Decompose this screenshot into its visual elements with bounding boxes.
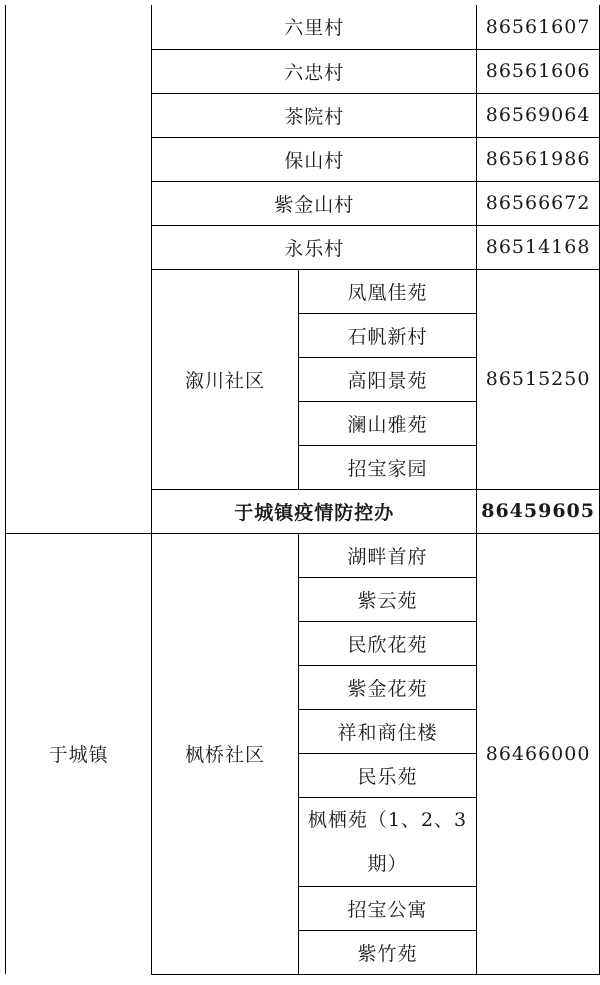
community-phone: 86466000 [477, 533, 600, 974]
village-name: 紫金山村 [152, 181, 477, 225]
estate-name: 民乐苑 [298, 753, 476, 797]
contact-table [5, 5, 600, 975]
village-phone: 86514168 [477, 225, 600, 269]
village-phone: 86561606 [477, 49, 600, 93]
estate-name: 枫栖苑（1、2、3期） [298, 797, 476, 886]
table-row [6, 533, 600, 577]
village-phone: 86569064 [477, 93, 600, 137]
village-phone: 86561986 [477, 137, 600, 181]
estate-name: 招宝公寓 [298, 886, 476, 930]
community-name: 枫桥社区 [152, 533, 299, 974]
community-phone: 86515250 [477, 269, 600, 489]
community-name: 溆川社区 [152, 269, 299, 489]
village-phone: 86561607 [477, 5, 600, 49]
village-name: 茶院村 [152, 93, 477, 137]
town-cell-upper [6, 5, 152, 533]
office-name: 于城镇疫情防控办 [152, 489, 477, 533]
estate-name: 紫竹苑 [298, 930, 476, 974]
village-name: 六忠村 [152, 49, 477, 93]
estate-name: 石帆新村 [298, 313, 476, 357]
estate-name: 祥和商住楼 [298, 709, 476, 753]
estate-name: 凤凰佳苑 [298, 269, 476, 313]
estate-name: 高阳景苑 [298, 357, 476, 401]
town-name: 于城镇 [6, 533, 152, 974]
village-name: 永乐村 [152, 225, 477, 269]
estate-name: 民欣花苑 [298, 621, 476, 665]
estate-name: 紫云苑 [298, 577, 476, 621]
village-name: 保山村 [152, 137, 477, 181]
estate-name: 紫金花苑 [298, 665, 476, 709]
village-name: 六里村 [152, 5, 477, 49]
estate-name: 湖畔首府 [298, 533, 476, 577]
village-phone: 86566672 [477, 181, 600, 225]
table-row [6, 5, 600, 49]
estate-name: 澜山雅苑 [298, 401, 476, 445]
estate-name: 招宝家园 [298, 445, 476, 489]
office-phone: 86459605 [477, 489, 600, 533]
